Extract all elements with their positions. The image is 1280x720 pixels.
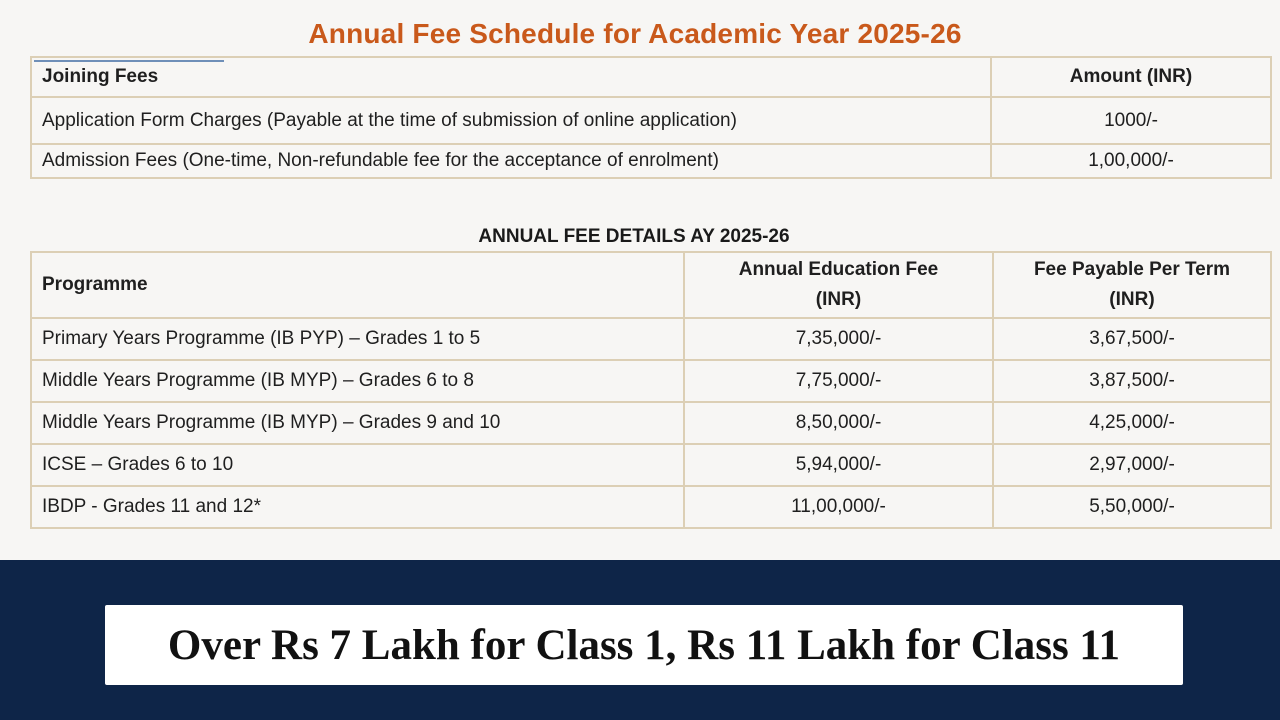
header-line: Annual Education Fee: [738, 259, 939, 280]
table-header-row: [31, 57, 1271, 97]
annual-fee: 11,00,000/-: [684, 486, 993, 528]
header-line: (INR): [1109, 289, 1155, 310]
table-row: [31, 402, 1271, 444]
table-header-row: [31, 252, 1271, 318]
annual-fee: 5,94,000/-: [684, 444, 993, 486]
fee-item: Application Form Charges (Payable at the time of submission of online application): [31, 97, 991, 144]
table-row: [31, 318, 1271, 360]
table-row: [31, 144, 1271, 178]
table-row: [31, 486, 1271, 528]
column-header: Joining Fees: [31, 57, 991, 97]
programme-name: Middle Years Programme (IB MYP) – Grades 9 and 10: [31, 402, 684, 444]
fee-item: Admission Fees (One-time, Non-refundable fee for the acceptance of enrolment): [31, 144, 991, 178]
annual-fee-title: ANNUAL FEE DETAILS AY 2025-26: [478, 226, 790, 247]
table-row: [31, 360, 1271, 402]
term-fee: 4,25,000/-: [993, 402, 1271, 444]
programme-name: IBDP - Grades 11 and 12*: [31, 486, 684, 528]
annual-fee: 7,75,000/-: [684, 360, 993, 402]
caption-text: Over Rs 7 Lakh for Class 1, Rs 11 Lakh for Class 11: [167, 621, 1121, 669]
header-line: Fee Payable Per Term: [1033, 259, 1231, 280]
term-fee: 2,97,000/-: [993, 444, 1271, 486]
term-fee: 3,87,500/-: [993, 360, 1271, 402]
column-header: Amount (INR): [991, 57, 1271, 97]
fee-amount: 1,00,000/-: [991, 144, 1271, 178]
term-fee: 3,67,500/-: [993, 318, 1271, 360]
programme-name: ICSE – Grades 6 to 10: [31, 444, 684, 486]
annual-fee: 8,50,000/-: [684, 402, 993, 444]
column-header-annual: [684, 252, 993, 318]
header-line: (INR): [815, 289, 862, 310]
annual-fee-table: [30, 251, 1272, 529]
column-header-programme: Programme: [31, 252, 684, 318]
fee-amount: 1000/-: [991, 97, 1271, 144]
joining-fees-table: [30, 56, 1272, 179]
caption-banner: [105, 605, 1183, 685]
column-header-term: [993, 252, 1271, 318]
programme-name: Middle Years Programme (IB MYP) – Grades 6 to 8: [31, 360, 684, 402]
annual-fee: 7,35,000/-: [684, 318, 993, 360]
table-row: [31, 444, 1271, 486]
term-fee: 5,50,000/-: [993, 486, 1271, 528]
table-row: [31, 97, 1271, 144]
programme-name: Primary Years Programme (IB PYP) – Grades 1 to 5: [31, 318, 684, 360]
document-title: Annual Fee Schedule for Academic Year 2025-26: [308, 18, 962, 49]
